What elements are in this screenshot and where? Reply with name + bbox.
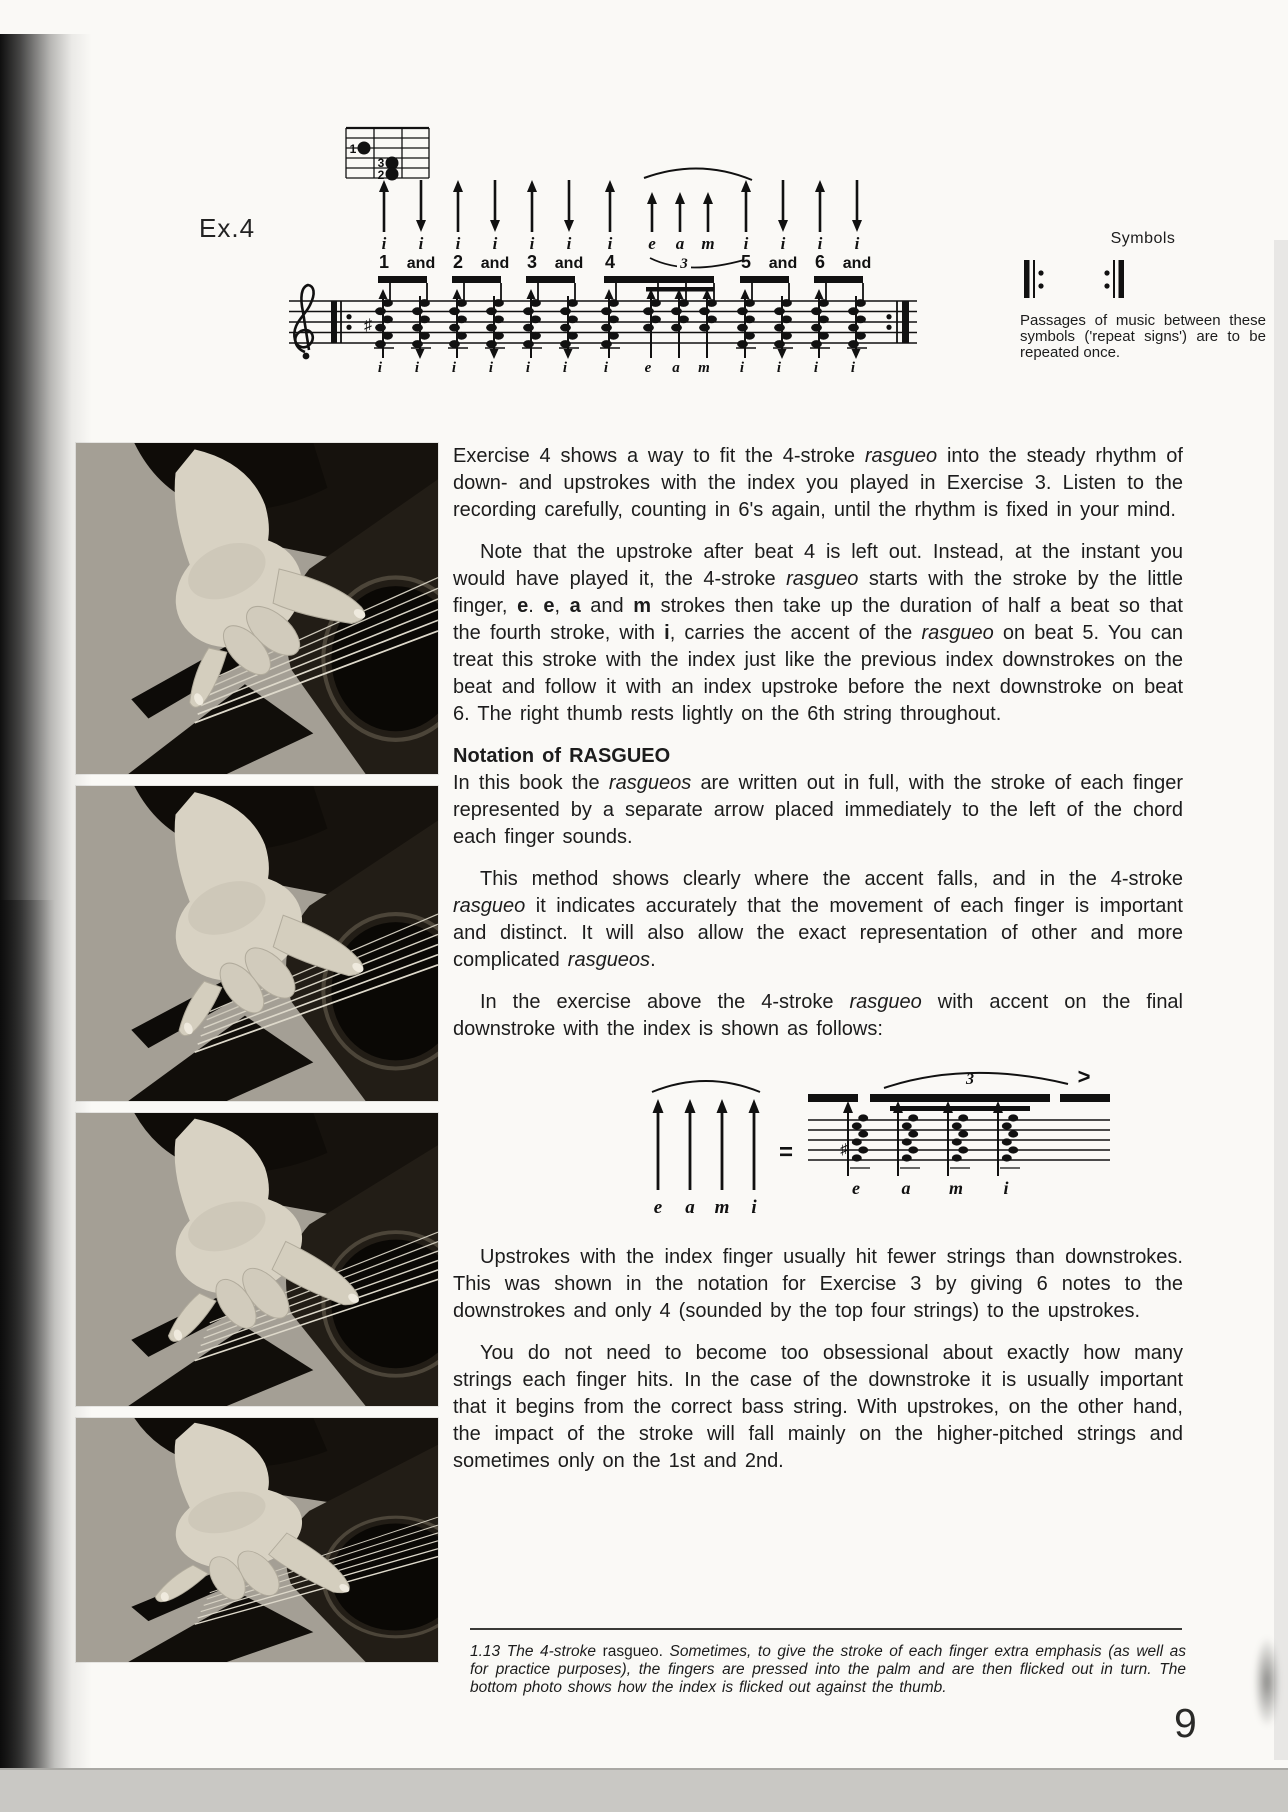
svg-text:i: i: [743, 234, 749, 253]
svg-text:i: i: [488, 360, 494, 376]
svg-text:a: a: [901, 1178, 911, 1198]
downstroke-arrow: [564, 180, 574, 232]
svg-text:i: i: [566, 234, 572, 253]
svg-text:and: and: [768, 255, 798, 272]
chord-diagram: [346, 128, 429, 182]
rasgueo-photo-4: [76, 1418, 438, 1662]
repeat-sign-icons: [1022, 260, 1126, 300]
svg-text:a: a: [675, 234, 685, 253]
svg-text:i: i: [455, 234, 461, 253]
guitar-hand-photo: [76, 1418, 438, 1662]
svg-text:i: i: [813, 360, 819, 376]
svg-text:i: i: [817, 234, 823, 253]
svg-text:i: i: [1003, 1178, 1009, 1198]
svg-text:e: e: [648, 234, 656, 253]
guitar-hand-photo: [76, 786, 438, 1101]
svg-text:1: 1: [349, 142, 357, 156]
svg-text:i: i: [751, 1197, 757, 1218]
svg-text:i: i: [562, 360, 568, 376]
svg-text:e: e: [653, 1197, 663, 1218]
upstroke-arrow: [379, 180, 389, 232]
svg-text:e: e: [644, 360, 652, 376]
svg-text:i: i: [418, 234, 424, 253]
paragraph: In this book the rasgueos are written out in full, with the stroke of each finger represented by a separate arrow placed immediately to the left of the chord each finger sounds.: [453, 772, 1184, 848]
svg-text:i: i: [525, 360, 531, 376]
svg-text:2: 2: [452, 252, 464, 272]
paragraph: Note that the upstroke after beat 4 is left out. Instead, at the instant you would have played it, the 4-stroke rasgueo starts with the stroke by the little finger, e. e, a and m strokes then take up the duration of half a beat so that the fourth stroke, with i, carries the accent of the rasgueo on beat 5. You can treat this stroke with the index just like the previous index downstrokes on the beat and follow it with an index upstroke before the next downstroke on beat 6. The right thumb rests lightly on the 6th string throughout.: [453, 541, 1183, 725]
svg-text:and: and: [554, 255, 584, 272]
svg-text:e: e: [852, 1178, 860, 1198]
repeat-signs: [1022, 260, 1266, 305]
upstroke-arrow: [703, 192, 713, 232]
svg-text:and: and: [842, 255, 872, 272]
photo-column: [76, 443, 438, 1674]
svg-text:♯: ♯: [364, 317, 372, 334]
upstroke-arrow: [815, 180, 825, 232]
rasgueo-photo-1: [76, 443, 438, 774]
guitar-hand-photo: [76, 443, 438, 774]
svg-text:i: i: [603, 360, 609, 376]
body-text: [453, 443, 1183, 1490]
upstroke-arrow: [647, 192, 657, 232]
paragraph: Exercise 4 shows a way to fit the 4-stroke rasgueo into the steady rhythm of down- and upstrokes with the index you played in Exercise 3. Listen to the recording carefully, counting in 6's again, until the rhythm is fixed in your mind.: [453, 445, 1183, 521]
svg-text:>: >: [1077, 1064, 1091, 1089]
section-heading: Notation of RASGUEO: [453, 745, 671, 767]
svg-text:5: 5: [740, 252, 752, 272]
svg-text:3: 3: [680, 256, 688, 272]
symbols-heading: Symbols: [1110, 230, 1176, 247]
paragraph: This method shows clearly where the accent falls, and in the 4-stroke rasgueo it indicates accurately that the movement of each finger is important and distinct. It will also allow the exact representation of other and more complicated rasgueos.: [453, 868, 1183, 971]
svg-text:i: i: [377, 360, 383, 376]
svg-text:i: i: [529, 234, 535, 253]
svg-text:and: and: [480, 255, 510, 272]
downstroke-arrow: [416, 180, 426, 232]
rasgueo-photo-3: [76, 1113, 438, 1406]
figure-caption: 1.13 The 4-stroke rasgueo. Sometimes, to give the stroke of each finger extra emphasis (as well as for practice purposes), the fingers are pressed into the palm and are then flicked out in turn. The bottom photo shows how the index is flicked out against the thumb.: [470, 1643, 1187, 1696]
svg-text:m: m: [948, 1178, 964, 1198]
svg-text:1: 1: [378, 252, 390, 272]
exercise-label: Ex.4: [199, 213, 256, 243]
guitar-hand-photo: [76, 1113, 438, 1406]
end-repeat-icon: [1104, 260, 1124, 298]
svg-text:i: i: [780, 234, 786, 253]
upstroke-arrow: [741, 180, 751, 232]
upstroke-arrow: [605, 180, 615, 232]
svg-text:i: i: [854, 234, 860, 253]
figure-svg: [648, 1058, 1118, 1230]
svg-text:m: m: [701, 234, 715, 253]
svg-text:2: 2: [377, 168, 385, 182]
svg-text:and: and: [406, 255, 436, 272]
svg-text:a: a: [685, 1197, 695, 1218]
symbols-box: [1020, 230, 1266, 361]
downstroke-arrow: [852, 180, 862, 232]
svg-text:m: m: [698, 360, 710, 376]
svg-text:i: i: [492, 234, 498, 253]
upstroke-arrow: [453, 180, 463, 232]
page-number: 9: [1174, 1700, 1197, 1746]
paragraph: You do not need to become too obsessional about exactly how many strings each finger hits. In the case of the downstroke it is usually important that it begins from the correct bass string. With upstrokes, on the other hand, the impact of the stroke will fall mainly on the higher-pitched strings and sometimes only on the 1st and 2nd.: [453, 1342, 1183, 1472]
downstroke-arrow: [778, 180, 788, 232]
svg-text:6: 6: [814, 252, 826, 272]
svg-text:i: i: [607, 234, 613, 253]
svg-text:3: 3: [526, 252, 538, 272]
repeat-signs-note: Passages of music between these symbols ('repeat signs') are to be repeated once.: [1020, 312, 1266, 361]
svg-text:3: 3: [377, 156, 385, 170]
svg-text:a: a: [672, 360, 680, 376]
begin-repeat-icon: [1024, 260, 1044, 298]
svg-text:i: i: [850, 360, 856, 376]
music-example-ex4: [0, 0, 1000, 400]
paragraph: In the exercise above the 4-stroke rasgueo with accent on the final downstroke with the index is shown as follows:: [453, 991, 1184, 1040]
svg-text:i: i: [414, 360, 420, 376]
downstroke-arrow: [490, 180, 500, 232]
svg-text:♯: ♯: [840, 1141, 848, 1158]
paragraph: Upstrokes with the index finger usually hit fewer strings than downstrokes. This was shown in the notation for Exercise 3 by giving 6 notes to the downstrokes and only 4 (sounded by the top four strings) to the upstrokes.: [453, 1246, 1183, 1322]
svg-text:i: i: [739, 360, 745, 376]
svg-text:m: m: [714, 1197, 730, 1218]
svg-text:i: i: [451, 360, 457, 376]
svg-text:3: 3: [966, 1071, 974, 1088]
upstroke-arrow: [675, 192, 685, 232]
svg-text:4: 4: [604, 252, 616, 272]
rasgueo-notation-figure: [453, 1058, 1183, 1230]
scan-edge-right: [1274, 240, 1288, 1760]
scan-smudge: [1254, 1636, 1280, 1728]
svg-text:=: =: [778, 1139, 794, 1166]
scan-shadow-left-lower: [0, 900, 55, 1770]
svg-text:i: i: [776, 360, 782, 376]
rasgueo-photo-2: [76, 786, 438, 1101]
caption-rule: [470, 1628, 1182, 1630]
upstroke-arrow: [527, 180, 537, 232]
scan-edge-bottom: [0, 1768, 1288, 1812]
svg-text:i: i: [381, 234, 387, 253]
